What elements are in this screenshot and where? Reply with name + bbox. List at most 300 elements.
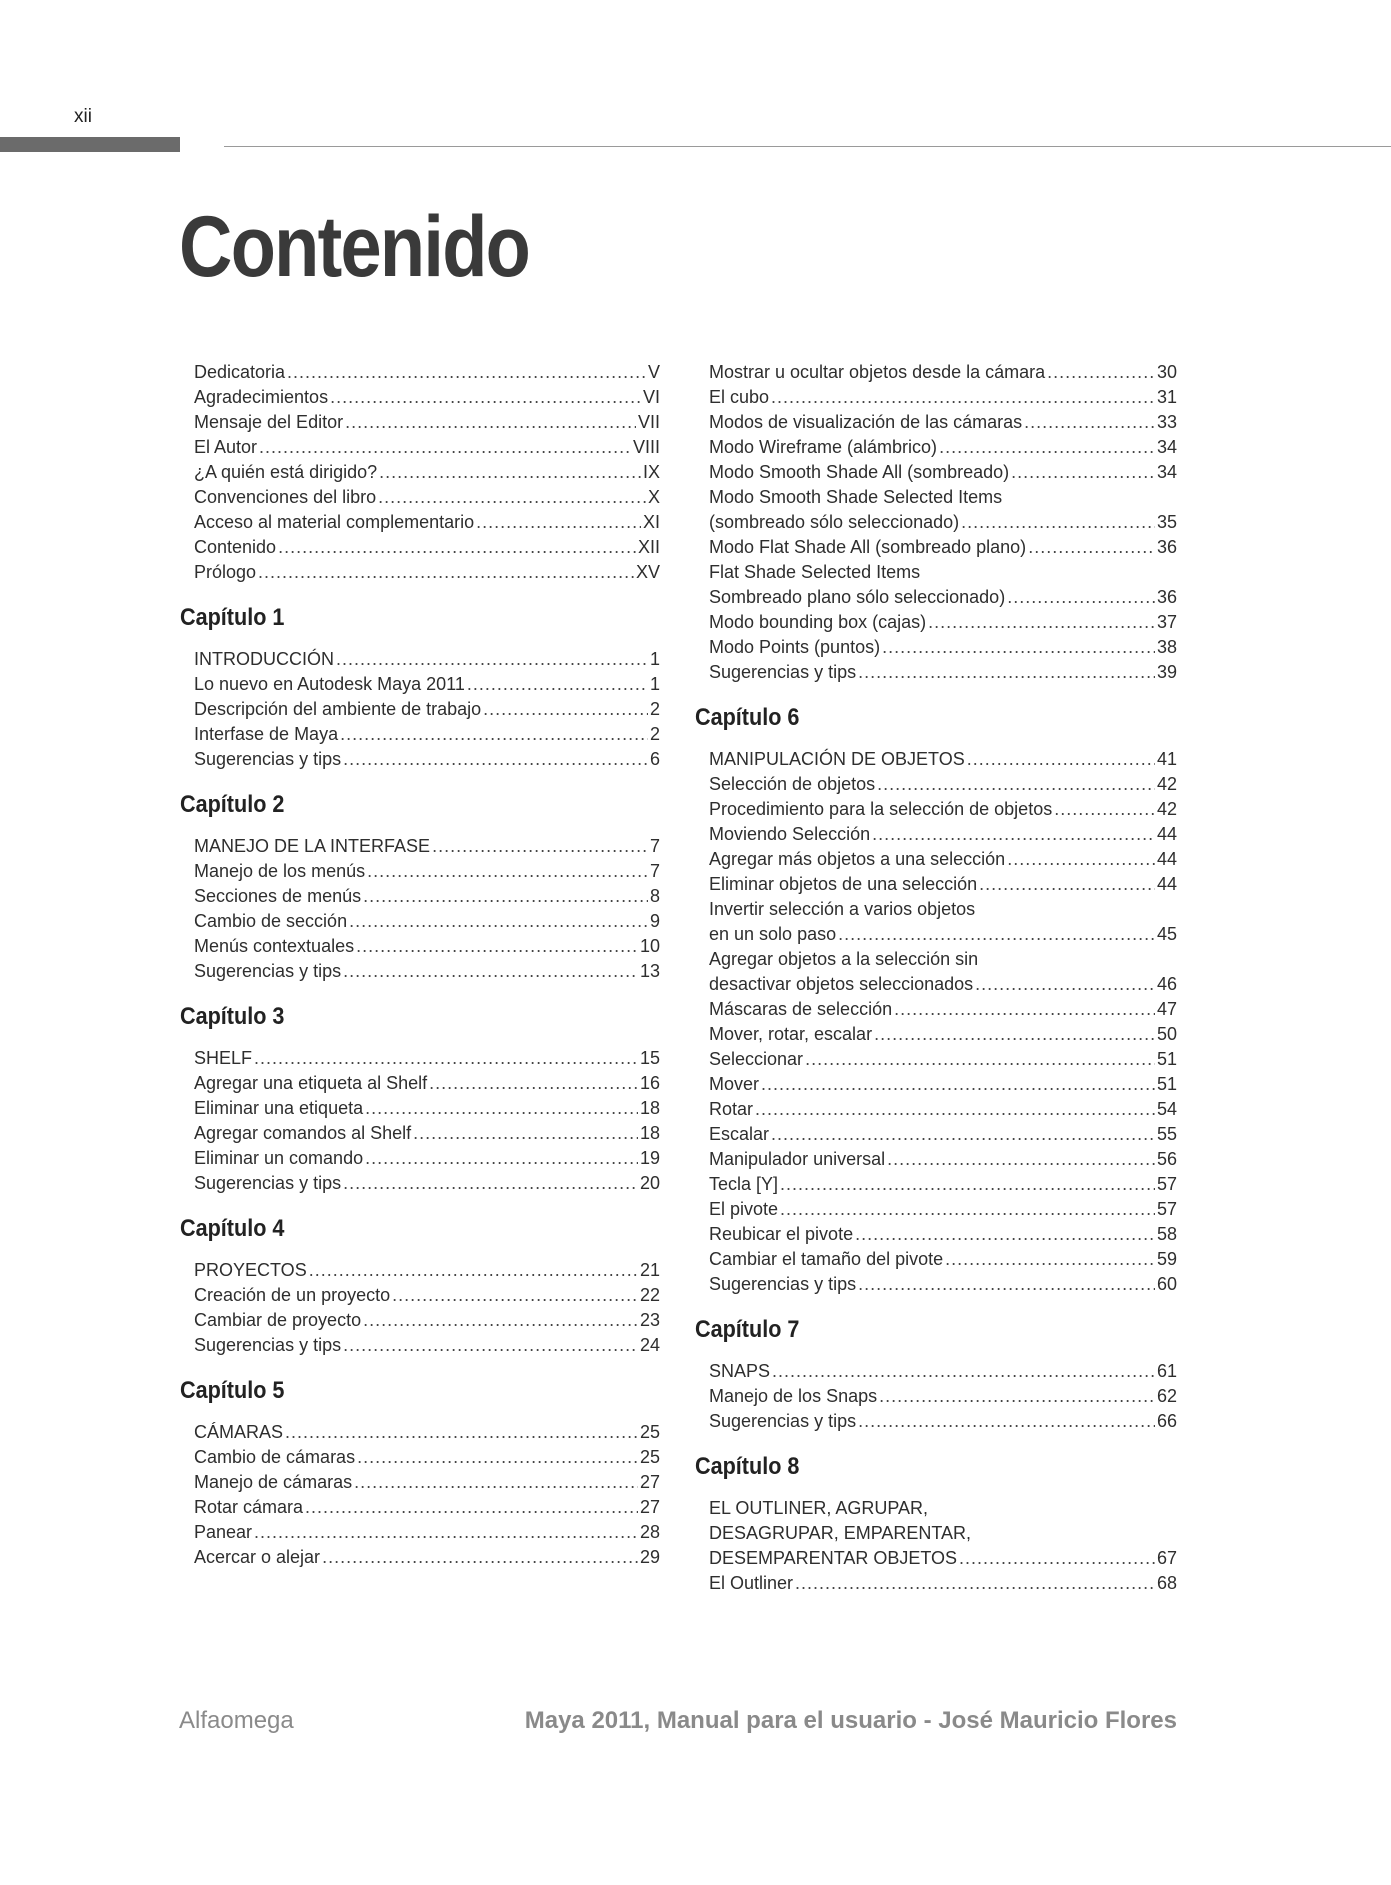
toc-entry-label: Sugerencias y tips xyxy=(709,662,857,682)
toc-entry-page: 54 xyxy=(1156,1099,1177,1119)
toc-entry-label: Secciones de menús xyxy=(194,886,362,906)
toc-entry-label: Sugerencias y tips xyxy=(709,1411,857,1431)
footer-book-title: Maya 2011, Manual para el usuario - José Mauricio Flores xyxy=(524,1707,1177,1734)
toc-entry-label: en un solo paso xyxy=(709,924,837,944)
toc-entry-page: VI xyxy=(642,387,660,407)
toc-entry-label: Cambiar de proyecto xyxy=(194,1310,362,1330)
toc-entry-label: Procedimiento para la selección de objetos xyxy=(709,799,1053,819)
toc-entry-page: 44 xyxy=(1156,849,1177,869)
toc-entry-label: Sugerencias y tips xyxy=(194,749,342,769)
chapter-heading: Capítulo 4 xyxy=(180,1215,285,1242)
toc-entry-label: Cambiar el tamaño del pivote xyxy=(709,1249,944,1269)
toc-entry xyxy=(180,909,660,934)
toc-entry xyxy=(695,797,1177,822)
toc-entry-page: XII xyxy=(637,537,660,557)
toc-entry xyxy=(180,934,660,959)
toc-entry-label: Cambio de cámaras xyxy=(194,1447,356,1467)
toc-entry-page: 57 xyxy=(1156,1174,1177,1194)
toc-entry xyxy=(695,385,1177,410)
toc-entry-label: Cambio de sección xyxy=(194,911,348,931)
toc-entry xyxy=(695,1384,1177,1409)
toc-entry xyxy=(695,1247,1177,1272)
dot-leader xyxy=(343,959,638,984)
toc-entry xyxy=(695,510,1177,535)
dot-leader xyxy=(780,1172,1155,1197)
chapter-heading: Capítulo 3 xyxy=(180,1003,285,1030)
toc-entry-page: 29 xyxy=(639,1547,660,1567)
toc-entry-label: SHELF xyxy=(194,1048,253,1068)
toc-entry-label: Acceso al material complementario xyxy=(194,512,475,532)
toc-entry-label: Interfase de Maya xyxy=(194,724,339,744)
toc-entry-page: 67 xyxy=(1156,1548,1177,1568)
toc-entry-page: 19 xyxy=(639,1148,660,1168)
toc-entry-label: Dedicatoria xyxy=(194,362,286,382)
dot-leader xyxy=(378,485,646,510)
toc-entry xyxy=(180,360,660,385)
toc-entry-label: Manejo de los menús xyxy=(194,861,366,881)
toc-entry xyxy=(180,1545,660,1570)
toc-entry-label: El Outliner xyxy=(709,1573,794,1593)
toc-entry xyxy=(695,1072,1177,1097)
toc-entry xyxy=(180,1495,660,1520)
toc-entry: Modo Smooth Shade Selected Items xyxy=(709,487,1003,507)
toc-entry xyxy=(695,1222,1177,1247)
toc-entry-label: El Autor xyxy=(194,437,258,457)
toc-entry-label: Escalar xyxy=(709,1124,770,1144)
toc-entry xyxy=(695,747,1177,772)
dot-leader xyxy=(254,1046,638,1071)
dot-leader xyxy=(429,1071,638,1096)
toc-entry-page: 2 xyxy=(649,699,660,719)
header-bar xyxy=(0,137,180,152)
dot-leader xyxy=(343,747,648,772)
toc-entry xyxy=(180,460,660,485)
toc-entry xyxy=(695,1359,1177,1384)
toc-entry xyxy=(180,1171,660,1196)
dot-leader xyxy=(363,1308,638,1333)
toc-entry xyxy=(695,997,1177,1022)
toc-entry-page: 10 xyxy=(639,936,660,956)
chapter-heading: Capítulo 5 xyxy=(180,1377,285,1404)
toc-entry-page: 13 xyxy=(639,961,660,981)
chapter-heading: Capítulo 2 xyxy=(180,791,285,818)
dot-leader xyxy=(771,385,1155,410)
dot-leader xyxy=(392,1283,638,1308)
toc-entry-page: 22 xyxy=(639,1285,660,1305)
toc-entry-page: 37 xyxy=(1156,612,1177,632)
toc-entry-page: 1 xyxy=(649,649,660,669)
toc-entry xyxy=(695,972,1177,997)
toc-entry-page: 42 xyxy=(1156,799,1177,819)
toc-entry-label: Reubicar el pivote xyxy=(709,1224,854,1244)
toc-entry-page: V xyxy=(647,362,660,382)
dot-leader xyxy=(356,934,638,959)
toc-entry-page: 25 xyxy=(639,1447,660,1467)
toc-entry xyxy=(180,1333,660,1358)
toc-entry-label: Agradecimientos xyxy=(194,387,329,407)
dot-leader xyxy=(928,610,1155,635)
toc-entry-label: Convenciones del libro xyxy=(194,487,377,507)
toc-entry xyxy=(695,1047,1177,1072)
toc-entry-page: 60 xyxy=(1156,1274,1177,1294)
toc-entry-page: 2 xyxy=(649,724,660,744)
toc-entry-label: Selección de objetos xyxy=(709,774,876,794)
toc-entry xyxy=(180,1146,660,1171)
dot-leader xyxy=(761,1072,1155,1097)
toc-entry-page: 61 xyxy=(1156,1361,1177,1381)
toc-entry: Flat Shade Selected Items xyxy=(709,562,921,582)
toc-entry-page: 15 xyxy=(639,1048,660,1068)
toc-entry xyxy=(180,1470,660,1495)
toc-entry-label: desactivar objetos seleccionados xyxy=(709,974,974,994)
toc-entry-label: Eliminar un comando xyxy=(194,1148,364,1168)
toc-entry-label: Modo Flat Shade All (sombreado plano) xyxy=(709,537,1027,557)
footer-publisher: Alfaomega xyxy=(179,1707,294,1734)
toc-entry-label: Eliminar una etiqueta xyxy=(194,1098,364,1118)
toc-entry-label: Creación de un proyecto xyxy=(194,1285,391,1305)
dot-leader xyxy=(413,1121,638,1146)
toc-entry xyxy=(180,1258,660,1283)
toc-entry-page: 57 xyxy=(1156,1199,1177,1219)
toc-entry-page: 23 xyxy=(639,1310,660,1330)
toc-entry-label: ¿A quién está dirigido? xyxy=(194,462,378,482)
toc-entry: EL OUTLINER, AGRUPAR, xyxy=(709,1498,929,1518)
toc-entry xyxy=(180,1096,660,1121)
toc-entry xyxy=(180,884,660,909)
dot-leader xyxy=(975,972,1155,997)
toc-right-column xyxy=(695,360,1177,1596)
toc-entry-label: Modo Smooth Shade All (sombreado) xyxy=(709,462,1010,482)
toc-entry-label: Prólogo xyxy=(194,562,257,582)
toc-entry xyxy=(180,435,660,460)
dot-leader xyxy=(772,1359,1155,1384)
toc-entry-label: Modo Wireframe (alámbrico) xyxy=(709,437,938,457)
dot-leader xyxy=(476,510,641,535)
toc-entry-page: 28 xyxy=(639,1522,660,1542)
toc-entry xyxy=(180,859,660,884)
toc-entry-label: Descripción del ambiente de trabajo xyxy=(194,699,482,719)
toc-entry xyxy=(695,660,1177,685)
toc-left-column xyxy=(180,360,660,1570)
toc-entry-label: CÁMARAS xyxy=(194,1422,284,1442)
dot-leader xyxy=(278,535,636,560)
toc-entry-page: 25 xyxy=(639,1422,660,1442)
dot-leader xyxy=(795,1571,1155,1596)
toc-entry xyxy=(695,1409,1177,1434)
toc-entry-page: 36 xyxy=(1156,587,1177,607)
toc-entry-label: Sombreado plano sólo seleccionado) xyxy=(709,587,1006,607)
dot-leader xyxy=(755,1097,1155,1122)
toc-entry-page: 42 xyxy=(1156,774,1177,794)
toc-entry xyxy=(695,635,1177,660)
toc-entry-label: MANIPULACIÓN DE OBJETOS xyxy=(709,749,965,769)
dot-leader xyxy=(939,435,1155,460)
toc-entry-label: Lo nuevo en Autodesk Maya 2011 xyxy=(194,674,465,694)
toc-entry xyxy=(695,1571,1177,1596)
toc-entry-page: 62 xyxy=(1156,1386,1177,1406)
toc-entry xyxy=(695,460,1177,485)
toc-entry-label: PROYECTOS xyxy=(194,1260,307,1280)
toc-entry-page: 38 xyxy=(1156,637,1177,657)
dot-leader xyxy=(887,1147,1155,1172)
dot-leader xyxy=(1007,585,1155,610)
toc-entry-label: Rotar cámara xyxy=(194,1497,304,1517)
dot-leader xyxy=(945,1247,1155,1272)
toc-entry-page: 8 xyxy=(649,886,660,906)
dot-leader xyxy=(285,1420,638,1445)
dot-leader xyxy=(1028,535,1155,560)
dot-leader xyxy=(858,660,1155,685)
toc-entry-page: 47 xyxy=(1156,999,1177,1019)
dot-leader xyxy=(874,1022,1155,1047)
toc-entry-page: 9 xyxy=(649,911,660,931)
toc-entry xyxy=(695,772,1177,797)
toc-entry-page: 36 xyxy=(1156,537,1177,557)
dot-leader xyxy=(961,510,1155,535)
toc-entry-page: IX xyxy=(642,462,660,482)
toc-entry-label: Agregar una etiqueta al Shelf xyxy=(194,1073,428,1093)
toc-entry-label: Máscaras de selección xyxy=(709,999,893,1019)
dot-leader xyxy=(343,1171,638,1196)
dot-leader xyxy=(483,697,648,722)
dot-leader xyxy=(345,410,636,435)
toc-entry xyxy=(180,834,660,859)
toc-entry-label: Mensaje del Editor xyxy=(194,412,344,432)
toc-entry-label: Menús contextuales xyxy=(194,936,355,956)
toc-entry: DESAGRUPAR, EMPARENTAR, xyxy=(709,1523,972,1543)
toc-entry-page: 16 xyxy=(639,1073,660,1093)
toc-entry-page: VIII xyxy=(632,437,660,457)
toc-entry xyxy=(695,872,1177,897)
dot-leader xyxy=(379,460,641,485)
toc-entry xyxy=(695,360,1177,385)
toc-entry-page: 20 xyxy=(639,1173,660,1193)
dot-leader xyxy=(1024,410,1155,435)
toc-entry-page: 59 xyxy=(1156,1249,1177,1269)
dot-leader xyxy=(254,1520,638,1545)
toc-entry-label: Sugerencias y tips xyxy=(709,1274,857,1294)
toc-entry xyxy=(695,822,1177,847)
dot-leader xyxy=(309,1258,638,1283)
toc-entry xyxy=(180,1308,660,1333)
toc-entry xyxy=(695,922,1177,947)
toc-entry-page: 27 xyxy=(639,1472,660,1492)
dot-leader xyxy=(365,1146,638,1171)
chapter-heading: Capítulo 6 xyxy=(695,704,800,731)
dot-leader xyxy=(877,772,1155,797)
toc-entry: Invertir selección a varios objetos xyxy=(709,899,976,919)
toc-entry-label: Mover xyxy=(709,1074,760,1094)
dot-leader xyxy=(1054,797,1155,822)
toc-entry-page: 35 xyxy=(1156,512,1177,532)
dot-leader xyxy=(258,560,634,585)
dot-leader xyxy=(858,1272,1155,1297)
dot-leader xyxy=(838,922,1155,947)
toc-entry xyxy=(695,1147,1177,1172)
toc-entry-label: Moviendo Selección xyxy=(709,824,871,844)
dot-leader xyxy=(287,360,646,385)
toc-entry xyxy=(695,585,1177,610)
dot-leader xyxy=(349,909,648,934)
toc-entry xyxy=(180,647,660,672)
toc-entry-page: 46 xyxy=(1156,974,1177,994)
toc-entry-page: 33 xyxy=(1156,412,1177,432)
toc-entry xyxy=(695,535,1177,560)
toc-entry-label: Mostrar u ocultar objetos desde la cámara xyxy=(709,362,1046,382)
toc-entry-label: Manejo de cámaras xyxy=(194,1472,353,1492)
dot-leader xyxy=(365,1096,638,1121)
toc-entry-page: 41 xyxy=(1156,749,1177,769)
toc-entry-page: 18 xyxy=(639,1123,660,1143)
toc-entry-label: Mover, rotar, escalar xyxy=(709,1024,873,1044)
toc-entry-label: Sugerencias y tips xyxy=(194,1173,342,1193)
dot-leader xyxy=(979,872,1155,897)
toc-entry xyxy=(180,1283,660,1308)
toc-entry-label: (sombreado sólo seleccionado) xyxy=(709,512,960,532)
toc-entry xyxy=(180,385,660,410)
toc-entry xyxy=(180,672,660,697)
toc-entry xyxy=(695,435,1177,460)
toc-entry xyxy=(695,1272,1177,1297)
toc-entry-label: Manipulador universal xyxy=(709,1149,886,1169)
toc-entry-label: Contenido xyxy=(194,537,277,557)
toc-entry xyxy=(180,1071,660,1096)
toc-entry xyxy=(180,697,660,722)
toc-entry-label: El cubo xyxy=(709,387,770,407)
toc-entry-page: 55 xyxy=(1156,1124,1177,1144)
toc-entry-page: VII xyxy=(637,412,660,432)
dot-leader xyxy=(805,1047,1155,1072)
dot-leader xyxy=(771,1122,1155,1147)
toc-entry xyxy=(695,610,1177,635)
toc-entry xyxy=(180,485,660,510)
toc-entry xyxy=(695,1122,1177,1147)
dot-leader xyxy=(1007,847,1155,872)
toc-entry-page: 44 xyxy=(1156,874,1177,894)
toc-entry xyxy=(695,1022,1177,1047)
toc-entry-page: 66 xyxy=(1156,1411,1177,1431)
toc-entry-label: Manejo de los Snaps xyxy=(709,1386,878,1406)
dot-leader xyxy=(967,747,1155,772)
toc-entry-page: 6 xyxy=(649,749,660,769)
toc-entry-page: 30 xyxy=(1156,362,1177,382)
toc-entry-label: Eliminar objetos de una selección xyxy=(709,874,978,894)
dot-leader xyxy=(855,1222,1155,1247)
toc-entry-page: 51 xyxy=(1156,1074,1177,1094)
toc-entry-label: Agregar comandos al Shelf xyxy=(194,1123,412,1143)
toc-entry-page: 56 xyxy=(1156,1149,1177,1169)
toc-entry xyxy=(180,1520,660,1545)
toc-entry xyxy=(180,1420,660,1445)
dot-leader xyxy=(467,672,648,697)
toc-entry xyxy=(695,847,1177,872)
toc-entry-page: 31 xyxy=(1156,387,1177,407)
toc-entry-label: Modo Points (puntos) xyxy=(709,637,881,657)
toc-entry-label: MANEJO DE LA INTERFASE xyxy=(194,836,431,856)
dot-leader xyxy=(432,834,648,859)
dot-leader xyxy=(343,1333,638,1358)
dot-leader xyxy=(1047,360,1155,385)
toc-entry xyxy=(180,560,660,585)
toc-entry xyxy=(180,1046,660,1071)
dot-leader xyxy=(322,1545,638,1570)
toc-entry-page: 7 xyxy=(649,861,660,881)
toc-entry-page: X xyxy=(647,487,660,507)
toc-entry-label: Modo bounding box (cajas) xyxy=(709,612,927,632)
toc-entry xyxy=(180,510,660,535)
toc-entry-page: 21 xyxy=(639,1260,660,1280)
toc-entry-label: Modos de visualización de las cámaras xyxy=(709,412,1023,432)
toc-entry-page: 7 xyxy=(649,836,660,856)
dot-leader xyxy=(340,722,648,747)
dot-leader xyxy=(354,1470,638,1495)
toc-entry xyxy=(180,959,660,984)
dot-leader xyxy=(894,997,1155,1022)
header-rule xyxy=(224,146,1391,147)
toc-entry xyxy=(180,410,660,435)
dot-leader xyxy=(367,859,648,884)
toc-entry-page: 44 xyxy=(1156,824,1177,844)
toc-entry xyxy=(695,1097,1177,1122)
toc-entry-label: INTRODUCCIÓN xyxy=(194,649,334,669)
toc-entry-page: 27 xyxy=(639,1497,660,1517)
toc-entry-label: Sugerencias y tips xyxy=(194,1335,342,1355)
toc-entry-label: El pivote xyxy=(709,1199,779,1219)
toc-entry-label: Tecla [Y] xyxy=(709,1174,779,1194)
toc-entry-page: 68 xyxy=(1156,1573,1177,1593)
toc-entry-label: DESEMPARENTAR OBJETOS xyxy=(709,1548,958,1568)
chapter-heading: Capítulo 1 xyxy=(180,604,285,631)
page-title: Contenido xyxy=(179,199,530,295)
dot-leader xyxy=(882,635,1155,660)
dot-leader xyxy=(959,1546,1155,1571)
toc-entry-page: 34 xyxy=(1156,437,1177,457)
toc-entry xyxy=(180,1445,660,1470)
toc-entry: Agregar objetos a la selección sin xyxy=(709,949,979,969)
toc-entry xyxy=(180,722,660,747)
toc-entry-label: SNAPS xyxy=(709,1361,771,1381)
dot-leader xyxy=(1011,460,1155,485)
dot-leader xyxy=(872,822,1155,847)
toc-entry-page: 50 xyxy=(1156,1024,1177,1044)
toc-entry xyxy=(180,747,660,772)
toc-entry xyxy=(695,1197,1177,1222)
toc-entry xyxy=(180,535,660,560)
toc-entry-label: Rotar xyxy=(709,1099,754,1119)
toc-entry-page: 1 xyxy=(649,674,660,694)
toc-entry-page: XV xyxy=(635,562,660,582)
toc-entry-page: 39 xyxy=(1156,662,1177,682)
toc-entry-label: Agregar más objetos a una selección xyxy=(709,849,1006,869)
toc-entry-page: 45 xyxy=(1156,924,1177,944)
toc-entry-label: Panear xyxy=(194,1522,253,1542)
toc-entry-page: 51 xyxy=(1156,1049,1177,1069)
dot-leader xyxy=(357,1445,638,1470)
toc-entry-page: 34 xyxy=(1156,462,1177,482)
toc-entry xyxy=(695,1546,1177,1571)
dot-leader xyxy=(858,1409,1155,1434)
toc-entry xyxy=(695,410,1177,435)
toc-entry-label: Sugerencias y tips xyxy=(194,961,342,981)
toc-entry-page: 24 xyxy=(639,1335,660,1355)
chapter-heading: Capítulo 7 xyxy=(695,1316,800,1343)
toc-entry-page: XI xyxy=(642,512,660,532)
toc-entry-label: Acercar o alejar xyxy=(194,1547,321,1567)
dot-leader xyxy=(305,1495,638,1520)
dot-leader xyxy=(780,1197,1155,1222)
dot-leader xyxy=(879,1384,1155,1409)
dot-leader xyxy=(336,647,648,672)
